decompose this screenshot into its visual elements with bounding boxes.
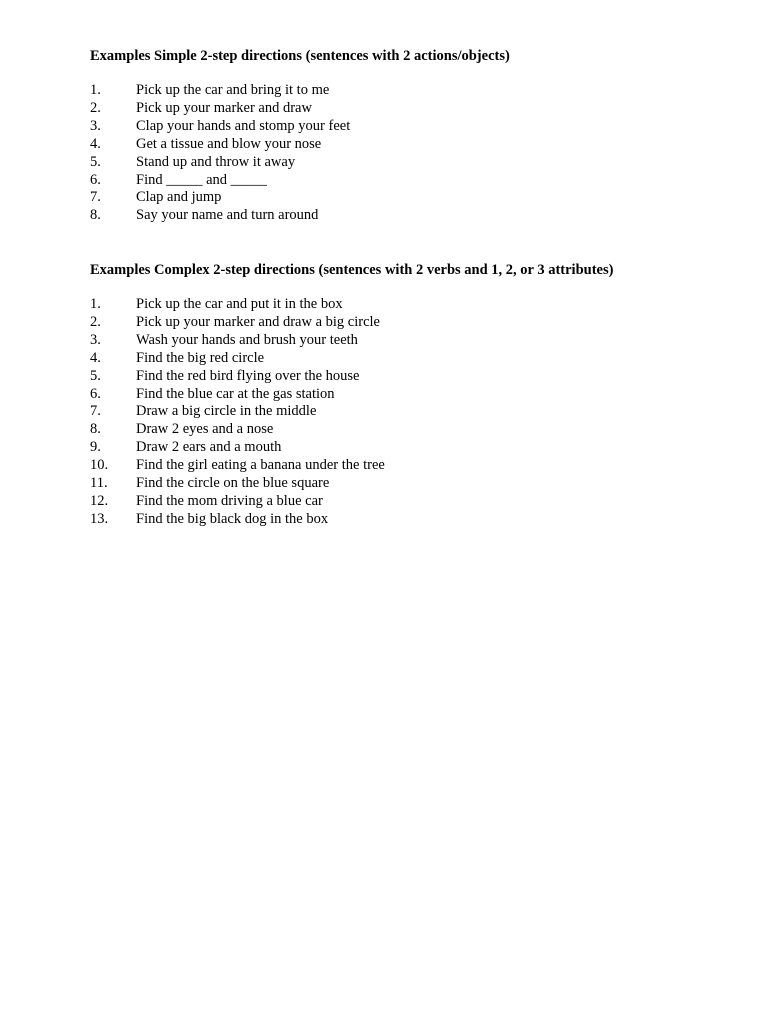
list-item [90, 118, 730, 136]
item-number: 5. [90, 153, 101, 170]
list-item [90, 154, 730, 172]
section-heading: Examples Complex 2-step directions (sentences with 2 verbs and 1, 2, or 3 attributes) [90, 262, 614, 278]
complex-directions-list [90, 296, 730, 529]
item-number: 6. [90, 171, 101, 188]
item-number: 8. [90, 207, 101, 224]
item-number: 7. [90, 189, 101, 206]
item-number: 5. [90, 367, 101, 384]
list-item [90, 314, 730, 332]
item-number: 6. [90, 385, 101, 402]
item-number: 7. [90, 403, 101, 420]
item-number: 11. [90, 475, 108, 492]
item-number: 10. [90, 457, 109, 474]
item-text: Find _____ and _____ [136, 171, 267, 188]
item-number: 12. [90, 492, 109, 509]
list-item [90, 368, 730, 386]
simple-directions-section [90, 47, 730, 225]
item-text: Find the big red circle [136, 349, 265, 366]
item-text: Wash your hands and brush your teeth [136, 331, 358, 348]
item-number: 8. [90, 421, 101, 438]
item-text: Stand up and throw it away [136, 153, 296, 170]
item-text: Get a tissue and blow your nose [136, 135, 322, 152]
list-item [90, 100, 730, 118]
list-item [90, 386, 730, 404]
list-item [90, 475, 730, 493]
list-item [90, 421, 730, 439]
list-item [90, 457, 730, 475]
item-text: Find the circle on the blue square [136, 475, 330, 492]
item-number: 9. [90, 439, 101, 456]
item-text: Clap your hands and stomp your feet [136, 117, 351, 134]
item-text: Say your name and turn around [136, 207, 319, 224]
item-number: 3. [90, 117, 101, 134]
list-item [90, 332, 730, 350]
item-text: Draw 2 eyes and a nose [136, 421, 274, 438]
item-number: 2. [90, 313, 101, 330]
item-text: Draw 2 ears and a mouth [136, 439, 282, 456]
item-text: Pick up your marker and draw a big circle [136, 313, 380, 330]
item-text: Find the big black dog in the box [136, 510, 329, 527]
item-text: Find the red bird flying over the house [136, 367, 360, 384]
item-text: Find the blue car at the gas station [136, 385, 335, 402]
item-number: 4. [90, 349, 101, 366]
list-item [90, 136, 730, 154]
list-item [90, 439, 730, 457]
item-number: 13. [90, 510, 109, 527]
list-item [90, 493, 730, 511]
list-item [90, 403, 730, 421]
list-item [90, 511, 730, 529]
item-text: Clap and jump [136, 189, 222, 206]
item-text: Pick up your marker and draw [136, 99, 312, 116]
item-number: 1. [90, 82, 101, 98]
list-item [90, 172, 730, 190]
item-text: Find the girl eating a banana under the tree [136, 457, 385, 474]
simple-directions-list [90, 82, 730, 225]
item-text: Pick up the car and put it in the box [136, 296, 343, 312]
item-number: 1. [90, 296, 101, 312]
complex-directions-section [90, 261, 730, 529]
item-text: Find the mom driving a blue car [136, 492, 323, 509]
list-item [90, 189, 730, 207]
list-item [90, 350, 730, 368]
item-text: Pick up the car and bring it to me [136, 82, 330, 98]
section-heading: Examples Simple 2-step directions (sentences with 2 actions/objects) [90, 48, 510, 64]
list-item [90, 82, 730, 100]
list-item [90, 296, 730, 314]
item-text: Draw a big circle in the middle [136, 403, 317, 420]
list-item [90, 207, 730, 225]
item-number: 2. [90, 99, 101, 116]
item-number: 4. [90, 135, 101, 152]
item-number: 3. [90, 331, 101, 348]
